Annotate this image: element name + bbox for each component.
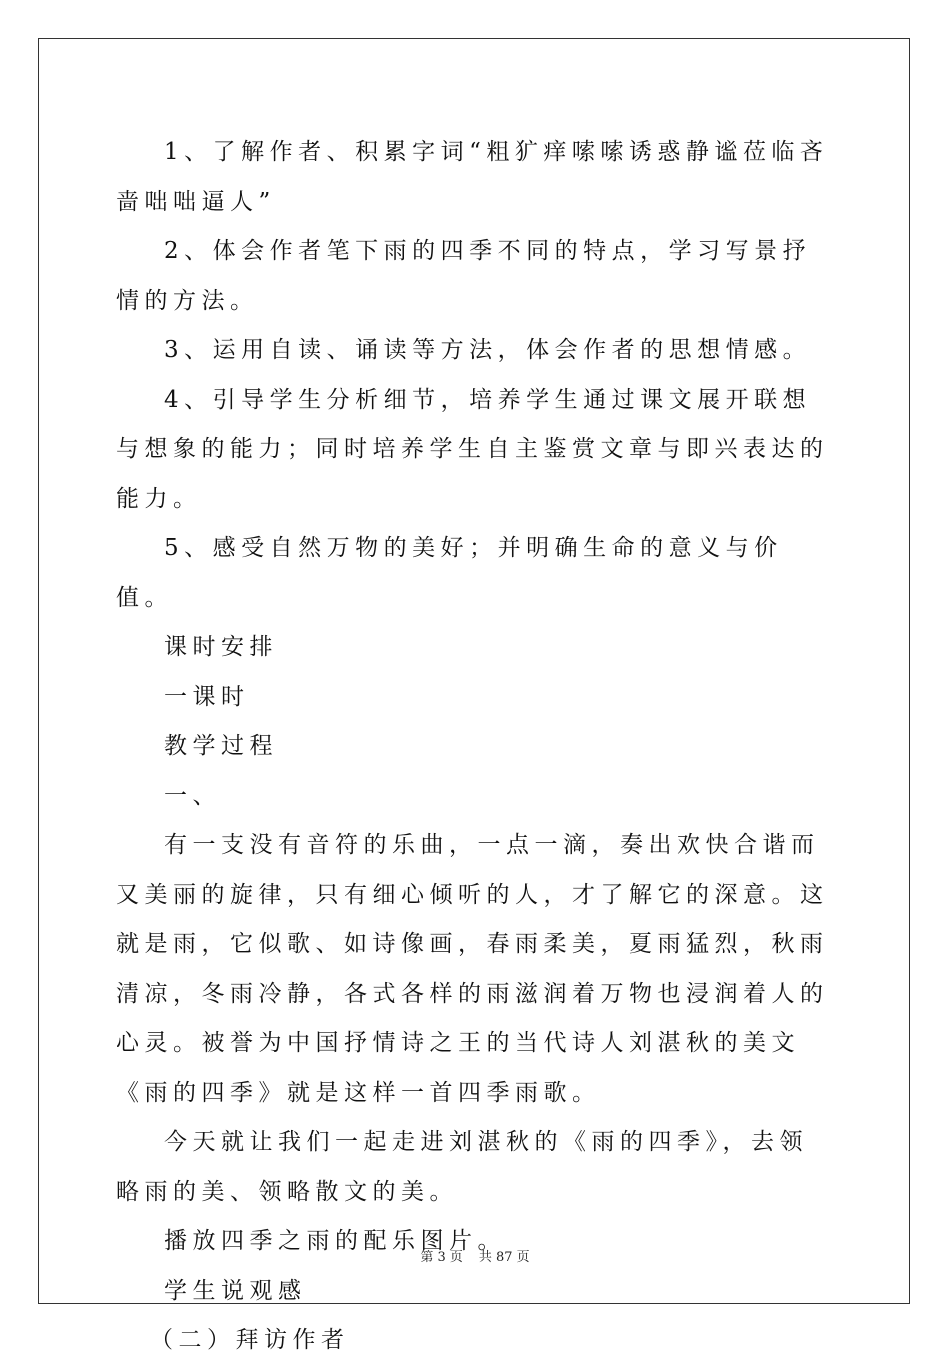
page-total: 共 87 页 (478, 1250, 530, 1265)
objective-3: 3、运用自读、诵读等方法，体会作者的思想情感。 (164, 337, 812, 363)
activity-play-pictures: 播放四季之雨的配乐图片。 (164, 1228, 506, 1254)
section-heading-schedule: 课时安排 (164, 634, 278, 660)
objective-4: 4、引导学生分析细节，培养学生通过课文展开联想与想象的能力；同时培养学生自主鉴赏文章与即兴表达的能力。 (116, 386, 829, 512)
objective-2: 2、体会作者笔下雨的四季不同的特点，学习写景抒情的方法。 (116, 238, 812, 314)
step-one-heading: 一、 (164, 782, 221, 809)
lead-in-paragraph: 今天就让我们一起走进刘湛秋的《雨的四季》，去领略雨的美、领略散文的美。 (116, 1129, 808, 1205)
intro-paragraph: 有一支没有音符的乐曲，一点一滴，奏出欢快合谐而又美丽的旋律，只有细心倾听的人，才了解它的深意。这就是雨，它似歌、如诗像画，春雨柔美，夏雨猛烈，秋雨清凉，冬雨冷静，各式各样的雨滋润着万物也浸润着人的心灵。被誉为中国抒情诗之王的当代诗人刘湛秋的美文《雨的四季》就是这样一首四季雨歌。 (116, 832, 829, 1106)
objective-1: 1、了解作者、积累字词“粗犷痒嗦嗦诱惑静谧莅临吝啬咄咄逼人” (116, 139, 829, 215)
document-body (116, 128, 836, 1366)
section-heading-process: 教学过程 (164, 733, 278, 759)
schedule-value: 一课时 (164, 683, 250, 710)
section-heading-visit-author: （二）拜访作者 (150, 1327, 350, 1353)
page-footer (0, 1246, 950, 1265)
page-number: 第 3 页 (420, 1250, 463, 1265)
activity-student-impressions: 学生说观感 (164, 1277, 307, 1304)
objective-5: 5、感受自然万物的美好；并明确生命的意义与价值。 (116, 535, 783, 611)
